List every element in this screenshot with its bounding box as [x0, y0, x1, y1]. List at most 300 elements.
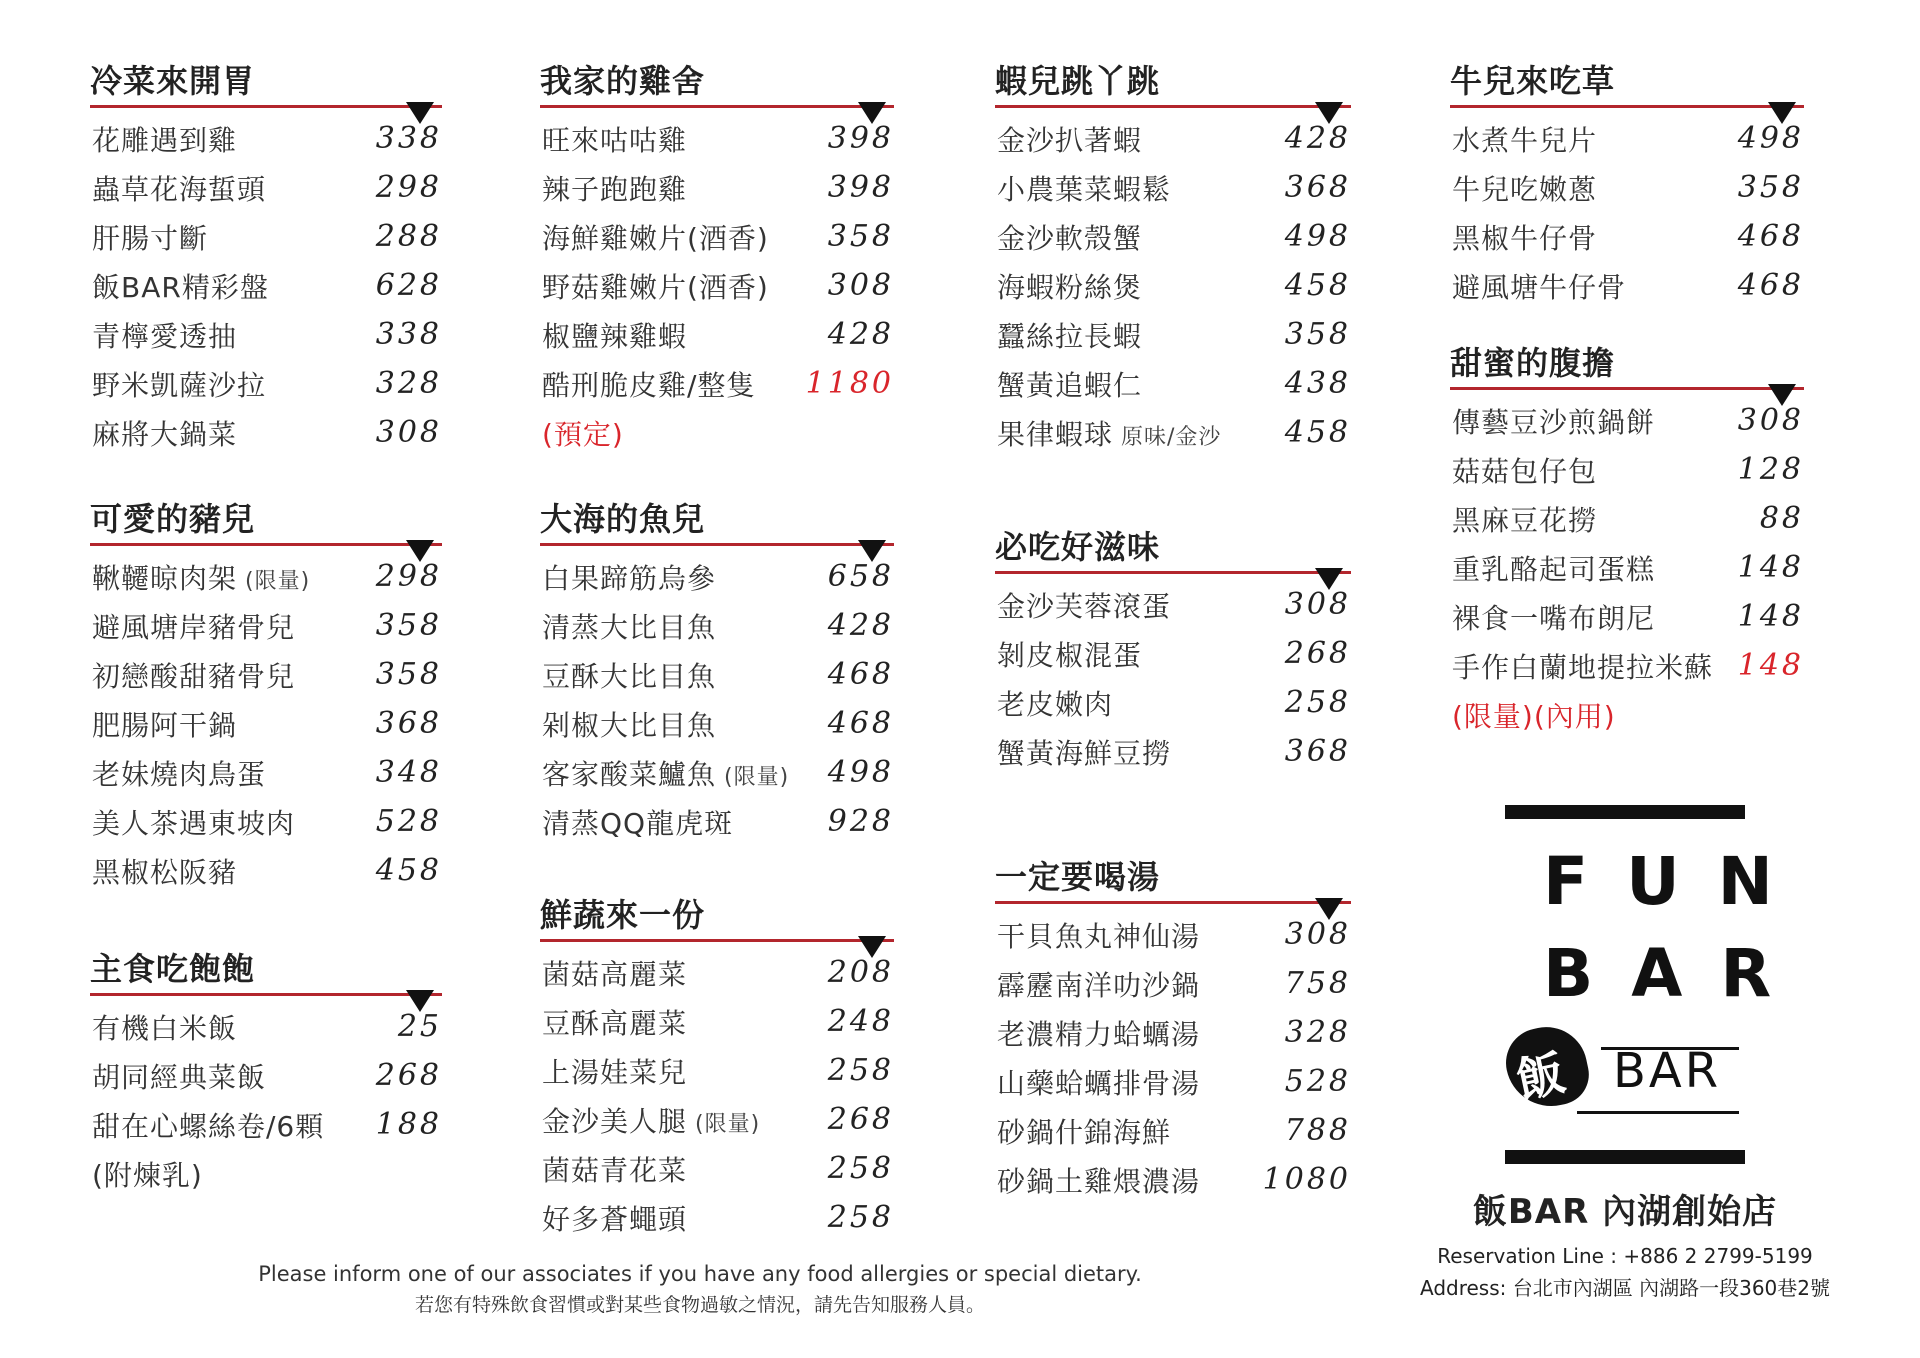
logo-seal	[1500, 1020, 1595, 1115]
menu-item-name-text: 初戀酸甜豬骨兒	[92, 660, 296, 693]
menu-item-price: 758	[1284, 966, 1351, 1001]
menu-item-price: 268	[375, 1058, 442, 1093]
menu-item-price: 358	[1284, 317, 1351, 352]
menu-item-note: 原味/金沙	[1113, 425, 1222, 450]
menu-item-name	[92, 413, 237, 453]
menu-item-name-text: 菌菇高麗菜	[542, 958, 688, 991]
menu-item-name	[997, 1111, 1171, 1151]
menu-item-continuation	[540, 404, 894, 453]
menu-item	[1450, 159, 1804, 208]
menu-item-price: 268	[1284, 636, 1351, 671]
menu-item-name	[92, 217, 208, 257]
menu-item-name	[92, 1007, 237, 1047]
menu-item	[540, 1140, 894, 1189]
logo-line-fun: FUN	[1543, 843, 1811, 920]
menu-item	[540, 1189, 894, 1238]
menu-item-name	[92, 655, 295, 695]
menu-item-name-text: 麻將大鍋菜	[92, 418, 238, 451]
menu-item-price: 928	[827, 804, 894, 839]
section-rule	[995, 105, 1351, 108]
menu-item-name	[542, 119, 687, 159]
menu-item-name-text: 美人茶遇東坡肉	[92, 807, 296, 840]
menu-item-price: 258	[827, 1200, 894, 1235]
menu-item-price: 358	[1737, 170, 1804, 205]
menu-item	[995, 208, 1351, 257]
section-title: 我家的雞舍	[540, 62, 706, 100]
menu-item-name	[997, 413, 1221, 453]
menu-item-price: 368	[375, 706, 442, 741]
section-cold-dishes	[90, 62, 442, 453]
menu-item-price: 308	[375, 415, 442, 450]
allergy-notice-en: Please inform one of our associates if you have any food allergies or special dietary.	[258, 1262, 1142, 1286]
menu-item	[90, 548, 442, 597]
menu-item-name-text: 剝皮椒混蛋	[997, 639, 1143, 672]
menu-item-name-text: 金沙軟殼蟹	[997, 222, 1143, 255]
menu-item-name	[542, 802, 733, 842]
menu-item-name	[92, 119, 237, 159]
menu-item	[1450, 208, 1804, 257]
menu-item-price: 338	[375, 317, 442, 352]
menu-item	[995, 306, 1351, 355]
menu-item	[90, 404, 442, 453]
logo-small-bar: BAR	[1613, 1043, 1722, 1099]
allergy-notice-zh: 若您有特殊飲食習慣或對某些食物過敏之情況，請先告知服務人員。	[414, 1294, 985, 1316]
menu-item-name-text: 酷刑脆皮雞/整隻	[542, 369, 756, 402]
menu-item	[540, 993, 894, 1042]
menu-item-name	[997, 683, 1113, 723]
menu-item	[995, 955, 1351, 1004]
menu-item-name	[542, 655, 716, 695]
section-title: 牛兒來吃草	[1450, 62, 1616, 100]
menu-item-name-text: 砂鍋土雞煨濃湯	[997, 1165, 1201, 1198]
section-title: 蝦兒跳丫跳	[995, 62, 1161, 100]
menu-item	[995, 674, 1351, 723]
menu-item	[540, 597, 894, 646]
menu-item-name-text: 老皮嫩肉	[997, 688, 1114, 721]
menu-item-name-text: 客家酸菜鱸魚	[542, 758, 717, 791]
section-rule	[540, 543, 894, 546]
store-name: 飯BAR 內湖創始店	[1472, 1192, 1778, 1232]
menu-item-name-text: 小農葉菜蝦鬆	[997, 173, 1172, 206]
menu-item	[540, 744, 894, 793]
menu-item-price: 248	[827, 1004, 894, 1039]
menu-item-name	[92, 704, 237, 744]
menu-item-name-text: 山藥蛤蠣排骨湯	[997, 1067, 1201, 1100]
logo-bottom-bar	[1505, 1150, 1745, 1164]
menu-item-name-line2: (預定)	[542, 418, 624, 451]
menu-item-price: 358	[375, 657, 442, 692]
menu-item-price: 428	[827, 317, 894, 352]
menu-item-list	[540, 548, 894, 842]
menu-item	[1450, 441, 1804, 490]
menu-item	[995, 110, 1351, 159]
menu-item-list	[995, 906, 1351, 1200]
menu-item	[995, 404, 1351, 453]
menu-item-price: 308	[827, 268, 894, 303]
menu-item-name-text: 上湯娃菜兒	[542, 1056, 688, 1089]
menu-item-name-line2: (附煉乳)	[92, 1159, 203, 1192]
menu-item-name	[542, 1002, 687, 1042]
menu-item-list	[90, 548, 442, 891]
menu-item-name	[92, 315, 237, 355]
menu-item-name-text: 胡同經典菜飯	[92, 1061, 267, 1094]
menu-item	[1450, 588, 1804, 637]
menu-item	[540, 1042, 894, 1091]
menu-item-name	[542, 266, 769, 306]
menu-item-name-line2: (限量)(內用)	[1452, 700, 1616, 733]
menu-item-name	[997, 1013, 1200, 1053]
menu-item-name-text: 甜在心螺絲卷/6顆	[92, 1110, 325, 1143]
menu-item-price: 398	[827, 121, 894, 156]
section-title: 可愛的豬兒	[90, 500, 256, 538]
menu-item-name-text: 蟹黃海鮮豆撈	[997, 737, 1172, 770]
menu-item-name	[92, 1056, 266, 1096]
menu-item	[995, 355, 1351, 404]
menu-item	[995, 1102, 1351, 1151]
menu-item-name-text: 黑椒松阪豬	[92, 856, 238, 889]
menu-item-name	[542, 217, 769, 257]
menu-item-name	[1452, 266, 1626, 306]
menu-item-name-text: 裸食一嘴布朗尼	[1452, 602, 1656, 635]
menu-item-price: 368	[1284, 170, 1351, 205]
menu-item-name-text: 好多蒼蠅頭	[542, 1203, 688, 1236]
menu-item-name	[997, 634, 1142, 674]
section-header	[90, 500, 442, 546]
menu-item-name-text: 清蒸大比目魚	[542, 611, 717, 644]
menu-item-name	[92, 364, 266, 404]
menu-item	[90, 1047, 442, 1096]
menu-item-price: 308	[1284, 587, 1351, 622]
menu-item-name	[997, 915, 1200, 955]
menu-item-price: 338	[375, 121, 442, 156]
menu-item	[995, 257, 1351, 306]
menu-item-price: 468	[1737, 268, 1804, 303]
menu-item	[995, 906, 1351, 955]
menu-item	[540, 548, 894, 597]
menu-item-name-text: 肥腸阿干鍋	[92, 709, 238, 742]
menu-item-name-text: 傳藝豆沙煎鍋餅	[1452, 406, 1656, 439]
menu-item-price: 398	[827, 170, 894, 205]
section-shrimp	[995, 62, 1351, 453]
menu-item-list	[90, 110, 442, 453]
section-header	[1450, 344, 1804, 390]
menu-item-name-text: 白果蹄筋烏參	[542, 562, 717, 595]
menu-item	[90, 306, 442, 355]
menu-item-name-text: 椒鹽辣雞蝦	[542, 320, 688, 353]
menu-item-name	[92, 851, 237, 891]
section-header	[1450, 62, 1804, 108]
menu-item-price: 438	[1284, 366, 1351, 401]
menu-item-name	[92, 802, 295, 842]
menu-item	[1450, 637, 1804, 686]
menu-item-name-text: 海鮮雞嫩片(酒香)	[542, 222, 769, 255]
menu-item	[995, 1004, 1351, 1053]
menu-item-name-text: 重乳酪起司蛋糕	[1452, 553, 1656, 586]
menu-item-name-text: 黑麻豆花撈	[1452, 504, 1598, 537]
section-rule	[995, 901, 1351, 904]
menu-item-name-text: 金沙扒著蝦	[997, 124, 1143, 157]
menu-item-name	[1452, 217, 1597, 257]
menu-item	[995, 1053, 1351, 1102]
menu-item-name	[1452, 499, 1597, 539]
menu-item	[540, 257, 894, 306]
section-header	[540, 896, 894, 942]
section-must-eat	[995, 528, 1351, 772]
menu-item-price: 628	[375, 268, 442, 303]
menu-item	[90, 159, 442, 208]
section-desserts	[1450, 344, 1804, 735]
menu-item-price: 298	[375, 559, 442, 594]
section-title: 一定要喝湯	[995, 858, 1161, 896]
menu-item-list	[90, 998, 442, 1194]
menu-item-name-text: 蟲草花海蜇頭	[92, 173, 267, 206]
section-header	[540, 62, 894, 108]
menu-item-name	[997, 364, 1142, 404]
menu-item-name-text: 辣子跑跑雞	[542, 173, 688, 206]
menu-item-price: 658	[827, 559, 894, 594]
menu-item-note: (限量)	[687, 1112, 761, 1137]
menu-item-name	[92, 266, 269, 306]
menu-item-price: 468	[827, 657, 894, 692]
menu-item-note: (限量)	[716, 765, 790, 790]
menu-item-name	[542, 704, 716, 744]
menu-item-name-text: 避風塘牛仔骨	[1452, 271, 1627, 304]
menu-item	[540, 944, 894, 993]
menu-item-price: 458	[1284, 268, 1351, 303]
menu-item-name-text: 野菇雞嫩片(酒香)	[542, 271, 769, 304]
menu-item	[1450, 392, 1804, 441]
menu-item-note: (限量)	[237, 569, 311, 594]
section-header	[995, 62, 1351, 108]
section-header	[540, 500, 894, 546]
menu-item-list	[995, 110, 1351, 453]
menu-item	[540, 695, 894, 744]
menu-item-name-text: 老妹燒肉鳥蛋	[92, 758, 267, 791]
menu-item-name	[542, 315, 687, 355]
menu-item-name	[542, 606, 716, 646]
menu-item-continuation	[1450, 686, 1804, 735]
menu-item-name	[997, 1160, 1200, 1200]
menu-item-name-text: 蠶絲拉長蝦	[997, 320, 1143, 353]
menu-item-name	[1452, 168, 1597, 208]
menu-item	[995, 723, 1351, 772]
menu-item-name	[997, 119, 1142, 159]
menu-item-name	[542, 1100, 760, 1140]
menu-item-price: 368	[1284, 734, 1351, 769]
menu-item-name-text: 豆酥大比目魚	[542, 660, 717, 693]
section-title: 鮮蔬來一份	[540, 896, 706, 934]
menu-item-name	[1452, 450, 1597, 490]
menu-item-list	[540, 110, 894, 453]
menu-item-name	[542, 557, 716, 597]
menu-item	[90, 208, 442, 257]
menu-item-price: 148	[1737, 550, 1804, 585]
menu-item-name	[542, 364, 755, 404]
section-rule	[90, 105, 442, 108]
section-title: 甜蜜的腹擔	[1450, 344, 1616, 382]
section-chicken	[540, 62, 894, 453]
section-header	[995, 858, 1351, 904]
logo-small-rule-bottom	[1577, 1111, 1739, 1114]
menu-item-name	[542, 1198, 687, 1238]
logo-top-bar	[1505, 805, 1745, 819]
menu-item-price: 498	[827, 755, 894, 790]
menu-item-name	[997, 266, 1142, 306]
menu-item-name	[92, 606, 295, 646]
section-pork	[90, 500, 442, 891]
menu-item-price: 358	[827, 219, 894, 254]
menu-item-name-text: 金沙美人腿	[542, 1105, 688, 1138]
menu-item-name	[92, 753, 266, 793]
menu-item	[1450, 490, 1804, 539]
section-vegetables	[540, 896, 894, 1238]
menu-item-price: 358	[375, 608, 442, 643]
menu-item-name	[997, 585, 1171, 625]
menu-item-name	[542, 753, 789, 793]
menu-item	[540, 793, 894, 842]
menu-item	[90, 257, 442, 306]
section-rule	[1450, 387, 1804, 390]
menu-item-name	[1452, 401, 1655, 441]
menu-item-price: 148	[1737, 648, 1804, 683]
menu-item-price: 258	[827, 1053, 894, 1088]
menu-item-price: 188	[375, 1107, 442, 1142]
menu-item-name	[92, 1105, 324, 1145]
menu-item-name-text: 飯BAR精彩盤	[92, 271, 269, 304]
section-staples	[90, 950, 442, 1194]
menu-item-price: 298	[375, 170, 442, 205]
menu-item-name-text: 手作白蘭地提拉米蘇	[1452, 651, 1714, 684]
section-title: 主食吃飽飽	[90, 950, 256, 988]
menu-item	[995, 625, 1351, 674]
menu-item	[540, 646, 894, 695]
menu-item-name-text: 清蒸QQ龍虎斑	[542, 807, 734, 840]
menu-item-name	[542, 168, 687, 208]
menu-item-name-text: 肝腸寸斷	[92, 222, 209, 255]
menu-item	[540, 355, 894, 404]
menu-item	[90, 646, 442, 695]
logo-line-bar: BAR	[1543, 935, 1810, 1012]
menu-item-name-text: 豆酥高麗菜	[542, 1007, 688, 1040]
section-title: 冷菜來開胃	[90, 62, 256, 100]
menu-item	[1450, 110, 1804, 159]
menu-item	[540, 306, 894, 355]
menu-item-name	[997, 315, 1142, 355]
menu-item-price: 458	[1284, 415, 1351, 450]
menu-item-price: 428	[1284, 121, 1351, 156]
menu-item-price: 1180	[805, 366, 894, 401]
section-soups	[995, 858, 1351, 1200]
menu-item-name-text: 青檸愛透抽	[92, 320, 238, 353]
menu-item	[90, 793, 442, 842]
menu-item-name-text: 蟹黃追蝦仁	[997, 369, 1143, 402]
menu-item	[1450, 539, 1804, 588]
menu-item-price: 458	[375, 853, 442, 888]
menu-item-name-text: 剁椒大比目魚	[542, 709, 717, 742]
menu-item-price: 258	[1284, 685, 1351, 720]
menu-item	[90, 597, 442, 646]
menu-item-name-text: 水煮牛兒片	[1452, 124, 1598, 157]
menu-item-name	[1452, 548, 1655, 588]
menu-item-name	[1452, 597, 1655, 637]
section-rule	[1450, 105, 1804, 108]
menu-item-name-text: 避風塘岸豬骨兒	[92, 611, 296, 644]
menu-item	[540, 110, 894, 159]
menu-item-name	[92, 557, 310, 597]
menu-item	[540, 159, 894, 208]
menu-item-name-text: 果律蝦球	[997, 418, 1114, 451]
fun-bar-logo	[1505, 805, 1811, 1165]
menu-item-price: 528	[1284, 1064, 1351, 1099]
menu-item	[90, 355, 442, 404]
menu-item-list	[1450, 392, 1804, 735]
menu-item-name	[997, 1062, 1200, 1102]
menu-item-name-text: 霹靂南洋叻沙鍋	[997, 969, 1201, 1002]
menu-item-price: 468	[827, 706, 894, 741]
address-line: Address: 台北市內湖區 內湖路一段360巷2號	[1420, 1276, 1830, 1300]
section-rule	[995, 571, 1351, 574]
menu-item-continuation	[90, 1145, 442, 1194]
menu-item-name-text: 鞦韆晾肉架	[92, 562, 238, 595]
menu-item-price: 258	[827, 1151, 894, 1186]
menu-item-price: 288	[375, 219, 442, 254]
menu-item-name-text: 金沙芙蓉滾蛋	[997, 590, 1172, 623]
menu-item-name-text: 牛兒吃嫩蔥	[1452, 173, 1598, 206]
menu-item-price: 148	[1737, 599, 1804, 634]
menu-item-name	[92, 168, 266, 208]
menu-item	[540, 208, 894, 257]
menu-item	[995, 1151, 1351, 1200]
menu-item-price: 308	[1284, 917, 1351, 952]
menu-item-name	[997, 217, 1142, 257]
menu-item	[90, 744, 442, 793]
menu-item-name-text: 砂鍋什錦海鮮	[997, 1116, 1172, 1149]
menu-item-name-text: 菇菇包仔包	[1452, 455, 1598, 488]
menu-item-name-text: 野米凱薩沙拉	[92, 369, 267, 402]
menu-item-name-text: 海蝦粉絲煲	[997, 271, 1143, 304]
menu-item-list	[995, 576, 1351, 772]
menu-item-name	[542, 1051, 687, 1091]
menu-item-name	[997, 964, 1200, 1004]
section-title: 大海的魚兒	[540, 500, 706, 538]
menu-item	[1450, 257, 1804, 306]
menu-item	[90, 842, 442, 891]
menu-item-name	[997, 732, 1171, 772]
menu-item-name-text: 老濃精力蛤蠣湯	[997, 1018, 1201, 1051]
menu-item	[995, 159, 1351, 208]
menu-item	[90, 110, 442, 159]
menu-item-price: 498	[1284, 219, 1351, 254]
menu-item-price: 268	[827, 1102, 894, 1137]
menu-item	[90, 998, 442, 1047]
menu-item-name-text: 干貝魚丸神仙湯	[997, 920, 1201, 953]
menu-item	[90, 695, 442, 744]
menu-item-name-text: 旺來咕咕雞	[542, 124, 688, 157]
menu-item-price: 348	[375, 755, 442, 790]
menu-item-name	[542, 953, 687, 993]
menu-item-price: 128	[1737, 452, 1804, 487]
menu-item-name-text: 黑椒牛仔骨	[1452, 222, 1598, 255]
reservation-line: Reservation Line : +886 2 2799-5199	[1437, 1244, 1813, 1268]
menu-item-name-text: 花雕遇到雞	[92, 124, 238, 157]
section-fish	[540, 500, 894, 842]
section-header	[90, 62, 442, 108]
menu-item-price: 328	[375, 366, 442, 401]
menu-item-price: 308	[1737, 403, 1804, 438]
section-title: 必吃好滋味	[995, 528, 1161, 566]
menu-item-name	[1452, 646, 1713, 686]
section-rule	[540, 105, 894, 108]
